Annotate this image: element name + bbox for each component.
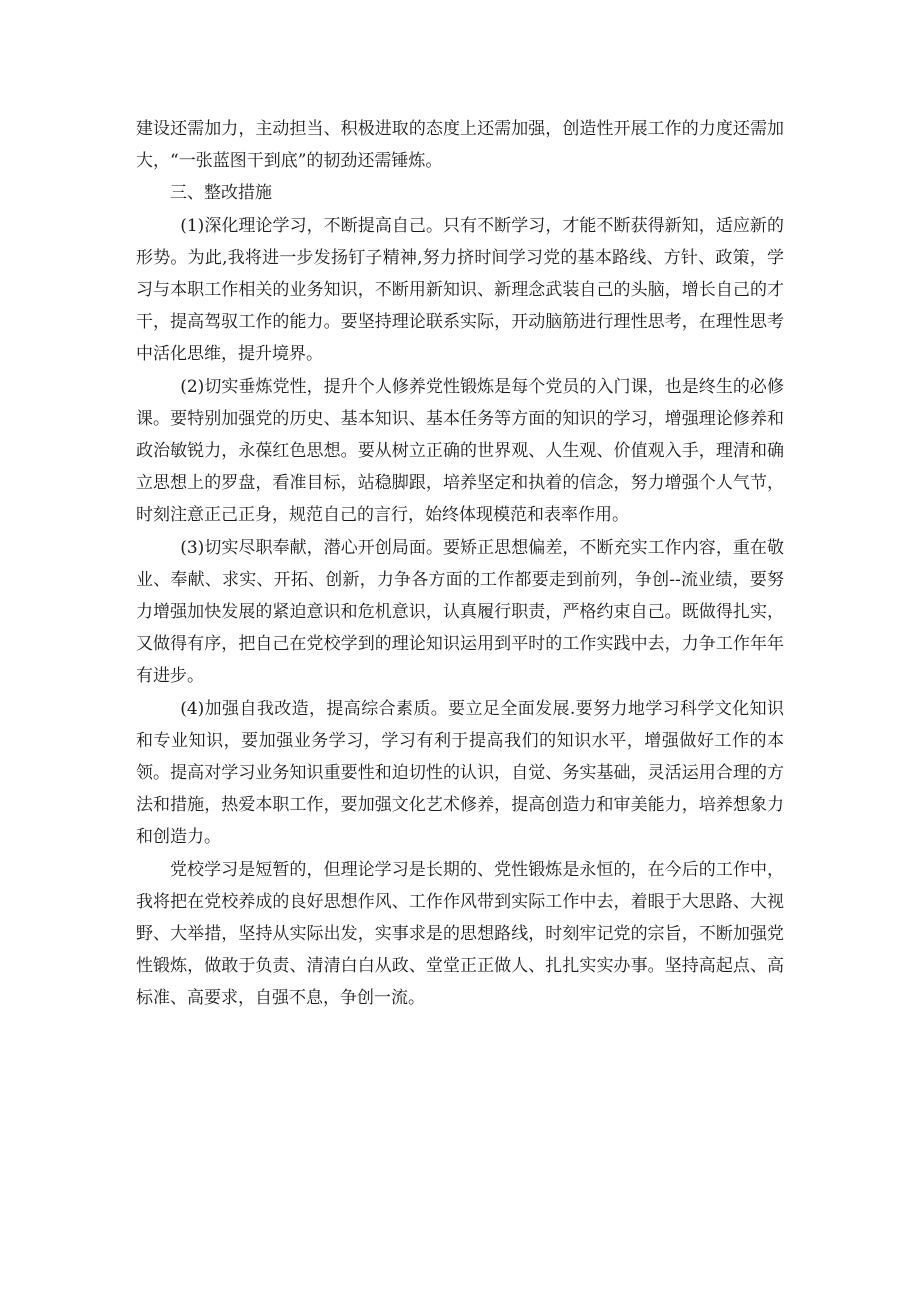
section-heading: 三、整改措施 bbox=[170, 183, 272, 204]
conclusion-paragraph: 党校学习是短暂的，但理论学习是长期的、党性锻炼是永恒的，在今后的工作中，我将把在党校养成的良好思想作风、工作作风带到实际工作中去，着眼于大思路、大视野、大举措，坚持从实际出发，实事求是的思想路线，时刻牢记党的宗旨，不断加强党性锻炼，做敢于负责、清清白白从政、堂堂正正做人、扎扎实实办事。坚持高起点、高标准、高要求，自强不息，争创一流。 bbox=[136, 859, 784, 1009]
measure-4-paragraph: (4)加强自我改造，提高综合素质。要立足全面发展.要努力地学习科学文化知识和专业知识，要加强业务学习，学习有利于提高我们的知识水平，增强做好工作的本领。提高对学习业务知识重要性和迫切性的认识，自觉、务实基础，灵活运用合理的方法和措施，热爱本职工作，要加强文化艺术修养，提高创造力和审美能力，培养想象力和创造力。 bbox=[136, 698, 784, 848]
document-body bbox=[136, 113, 784, 1015]
measure-3-paragraph: (3)切实尽职奉献，潜心开创局面。要矫正思想偏差，不断充实工作内容，重在敬业、奉献、求实、开拓、创新，力争各方面的工作都要走到前列，争创--流业绩，要努力增强加快发展的紧迫意识和危机意识，认真履行职责，严格约束自己。既做得扎实，又做得有序，把自己在党校学到的理论知识运用到平时的工作实践中去，力争工作年年有进步。 bbox=[136, 537, 784, 687]
measure-2-paragraph: (2)切实垂炼党性，提升个人修养党性锻炼是每个党员的入门课，也是终生的必修课。要特别加强党的历史、基本知识、基本任务等方面的知识的学习，增强理论修养和政治敏锐力，永葆红色思想。要从树立正确的世界观、人生观、价值观入手，理清和确立思想上的罗盘，看准目标，站稳脚跟，培养坚定和执着的信念，努力增强个人气节，时刻注意正己正身，规范自己的言行，始终体现模范和表率作用。 bbox=[136, 376, 784, 526]
measure-1-paragraph: (1)深化理论学习，不断提高自己。只有不断学习，才能不断获得新知，适应新的形势。为此,我将进一步发扬钉子精神,努力挤时间学习党的基本路线、方针、政策，学习与本职工作相关的业务知识，不断用新知识、新理念武装自己的头脑，增长自己的才干，提高驾驭工作的能力。要坚持理论联系实际，开动脑筋进行理性思考，在理性思考中活化思维，提升境界。 bbox=[136, 215, 784, 365]
continuation-paragraph: 建设还需加力，主动担当、积极进取的态度上还需加强，创造性开展工作的力度还需加大，“一张蓝图干到底”的韧劲还需锤炼。 bbox=[136, 119, 784, 172]
